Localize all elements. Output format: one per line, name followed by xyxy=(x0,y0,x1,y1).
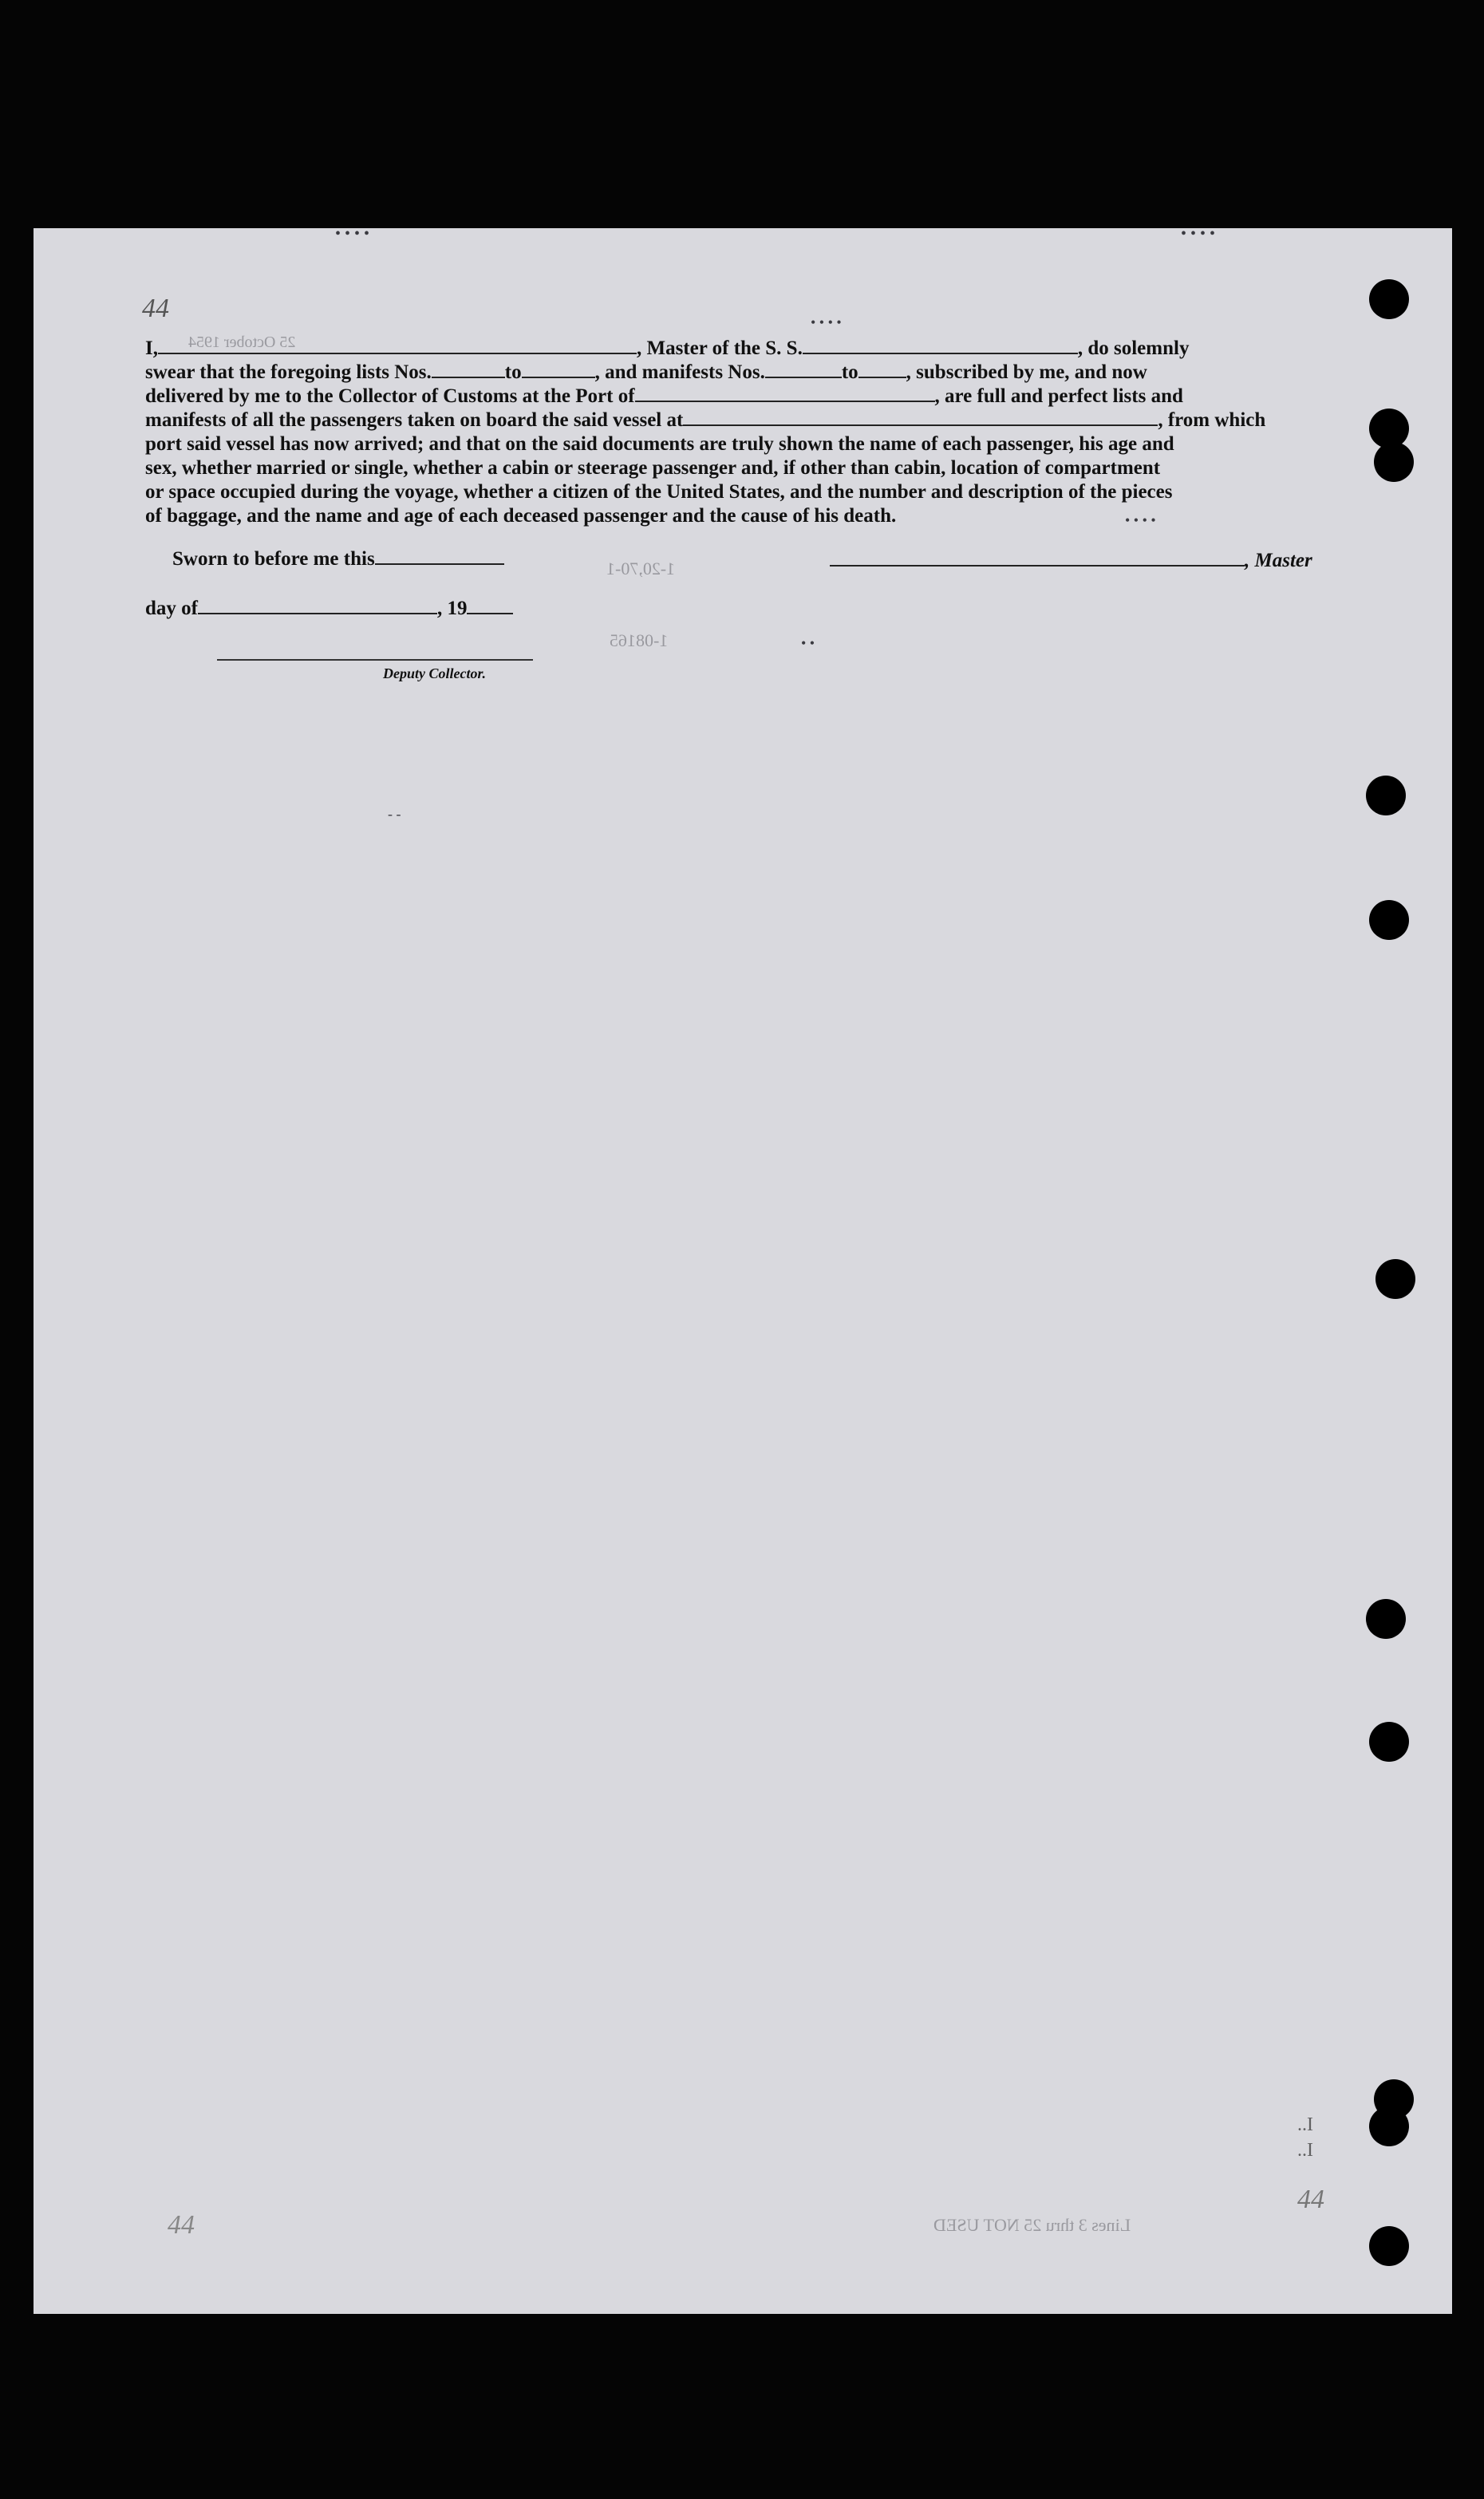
punch-hole-3 xyxy=(1374,442,1414,482)
punch-hole-6 xyxy=(1375,1259,1415,1299)
sworn-day-field[interactable] xyxy=(375,547,504,565)
scan-dot-top-left: • • • • xyxy=(335,225,370,243)
oath-line-7: or space occupied during the voyage, whether a citizen of the United States, and the number and description of the pieces xyxy=(145,481,1173,503)
punch-hole-1 xyxy=(1369,279,1409,319)
master-signature-row xyxy=(830,549,1312,572)
master-signature-field[interactable] xyxy=(830,549,1245,567)
oath-text-to-2: to xyxy=(841,361,858,383)
bleed-through-ticks-bottom: I.. xyxy=(1297,2114,1313,2135)
scan-dash-left: - - xyxy=(388,806,401,822)
lists-to-field[interactable] xyxy=(522,361,595,378)
bleed-through-ticks-bottom-2: I.. xyxy=(1297,2140,1313,2161)
bleed-through-text-mid-2: 1-08165 xyxy=(610,630,669,650)
collector-signature-line xyxy=(217,659,533,661)
oath-line-6: sex, whether married or single, whether a cabin or steerage passenger and, if other than cabin, location of compartment xyxy=(145,457,1161,479)
handwritten-page-number-top: 44 xyxy=(142,294,169,323)
oath-text-master-of-ss: , Master of the S. S. xyxy=(636,338,803,359)
handwritten-page-number-bottom-right: 44 xyxy=(1297,2185,1324,2214)
master-oath-paragraph xyxy=(145,337,1324,528)
punch-hole-7 xyxy=(1366,1599,1406,1639)
day-of-label: day of xyxy=(145,598,198,619)
embarkation-port-field[interactable] xyxy=(683,409,1158,426)
oath-text-from-which: , from which xyxy=(1158,409,1266,431)
punch-hole-8 xyxy=(1369,1722,1409,1762)
master-label: , Master xyxy=(1245,550,1312,571)
oath-line-3 xyxy=(145,385,1324,409)
oath-line-1 xyxy=(145,337,1324,361)
year-label: , 19 xyxy=(436,598,468,619)
deputy-collector-label: Deputy Collector. xyxy=(383,665,486,681)
document-sheet xyxy=(34,228,1452,2314)
oath-line-8: of baggage, and the name and age of each deceased passenger and the cause of his death. xyxy=(145,505,897,527)
scan-dot-mid: • • • • xyxy=(811,314,842,330)
scan-dot-center: • • xyxy=(801,635,815,651)
punch-hole-10 xyxy=(1369,2106,1409,2146)
handwritten-page-number-bottom-left: 44 xyxy=(168,2210,195,2240)
year-field[interactable] xyxy=(467,597,513,614)
oath-line-5: port said vessel has now arrived; and that on the said documents are truly shown the name of each passenger, his age and xyxy=(145,433,1174,455)
oath-line-4 xyxy=(145,409,1324,432)
bleed-through-text-top: 25 October 1954 xyxy=(188,334,296,351)
oath-text-delivered: delivered by me to the Collector of Customs at the Port of xyxy=(145,385,635,407)
oath-text-subscribed: , subscribed by me, and now xyxy=(906,361,1147,383)
punch-hole-4 xyxy=(1366,776,1406,815)
oath-line-2 xyxy=(145,361,1324,385)
oath-text-manifests-nos: , and manifests Nos. xyxy=(594,361,765,383)
bleed-through-text-mid-1: 1-20,70-1 xyxy=(606,559,676,578)
oath-text-manifests-all: manifests of all the passengers taken on board the said vessel at xyxy=(145,409,684,431)
day-of-row xyxy=(145,597,513,620)
master-name-field[interactable] xyxy=(158,337,637,354)
oath-text-to-1: to xyxy=(504,361,522,383)
oath-text-full-and-perfect: , are full and perfect lists and xyxy=(934,385,1183,407)
vessel-name-field[interactable] xyxy=(803,337,1078,354)
sworn-label-row xyxy=(172,547,504,570)
lists-from-field[interactable] xyxy=(432,361,505,378)
manifests-from-field[interactable] xyxy=(765,361,842,378)
scan-dot-right: • • • • xyxy=(1125,512,1156,528)
port-field[interactable] xyxy=(635,385,935,402)
oath-text-i: I, xyxy=(145,338,158,359)
bleed-through-text-bottom: Lines 3 thru 25 NOT USED xyxy=(933,2215,1131,2235)
month-field[interactable] xyxy=(198,597,437,614)
oath-text-lists-nos: swear that the foregoing lists Nos. xyxy=(145,361,432,383)
sworn-label: Sworn to before me this xyxy=(172,548,375,570)
punch-hole-11 xyxy=(1369,2226,1409,2266)
manifests-to-field[interactable] xyxy=(858,361,906,378)
punch-hole-5 xyxy=(1369,900,1409,940)
scan-dot-top-right: • • • • xyxy=(1181,225,1216,243)
oath-text-solemnly: , do solemnly xyxy=(1077,338,1190,359)
